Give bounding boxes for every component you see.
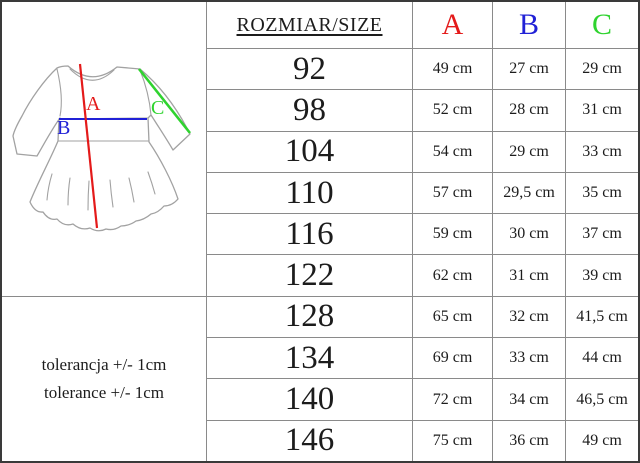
size-cell: 128 — [207, 297, 412, 337]
a-cell: 52 cm — [413, 90, 492, 130]
b-cell: 33 cm — [493, 338, 565, 378]
table-header-c: C — [566, 2, 638, 48]
c-cell: 29 cm — [566, 49, 638, 89]
b-cell: 29,5 cm — [493, 173, 565, 213]
size-cell: 146 — [207, 421, 412, 461]
a-cell: 72 cm — [413, 379, 492, 419]
tolerance-note — [2, 297, 206, 461]
c-cell: 33 cm — [566, 132, 638, 172]
c-cell: 31 cm — [566, 90, 638, 130]
dress-diagram-cell — [2, 2, 206, 296]
c-cell: 39 cm — [566, 255, 638, 295]
b-cell: 30 cm — [493, 214, 565, 254]
a-cell: 75 cm — [413, 421, 492, 461]
size-cell: 92 — [207, 49, 412, 89]
b-cell: 36 cm — [493, 421, 565, 461]
table-header-size — [207, 2, 412, 48]
c-cell: 37 cm — [566, 214, 638, 254]
size-cell: 116 — [207, 214, 412, 254]
size-cell: 110 — [207, 173, 412, 213]
table-header-a: A — [413, 2, 492, 48]
a-cell: 54 cm — [413, 132, 492, 172]
a-cell: 49 cm — [413, 49, 492, 89]
measure-label-a: A — [86, 92, 101, 115]
size-cell: 140 — [207, 379, 412, 419]
a-cell: 65 cm — [413, 297, 492, 337]
b-cell: 28 cm — [493, 90, 565, 130]
c-cell: 41,5 cm — [566, 297, 638, 337]
size-cell: 98 — [207, 90, 412, 130]
table-header-b: B — [493, 2, 565, 48]
a-cell: 59 cm — [413, 214, 492, 254]
dress-diagram — [2, 2, 206, 296]
a-cell: 62 cm — [413, 255, 492, 295]
tolerance-line-pl: tolerancja +/- 1cm — [41, 354, 167, 374]
b-cell: 31 cm — [493, 255, 565, 295]
b-cell: 29 cm — [493, 132, 565, 172]
measure-label-c: C — [151, 96, 165, 119]
a-cell: 57 cm — [413, 173, 492, 213]
b-cell: 32 cm — [493, 297, 565, 337]
c-cell: 49 cm — [566, 421, 638, 461]
table-header-size-label: ROZMIAR/SIZE — [236, 13, 383, 36]
dress-silhouette — [13, 66, 190, 231]
c-cell: 35 cm — [566, 173, 638, 213]
tolerance-line-en: tolerance +/- 1cm — [43, 382, 165, 402]
measure-label-b: B — [57, 116, 71, 139]
b-cell: 34 cm — [493, 379, 565, 419]
size-cell: 134 — [207, 338, 412, 378]
size-cell: 104 — [207, 132, 412, 172]
c-cell: 44 cm — [566, 338, 638, 378]
a-cell: 69 cm — [413, 338, 492, 378]
c-cell: 46,5 cm — [566, 379, 638, 419]
size-cell: 122 — [207, 255, 412, 295]
b-cell: 27 cm — [493, 49, 565, 89]
